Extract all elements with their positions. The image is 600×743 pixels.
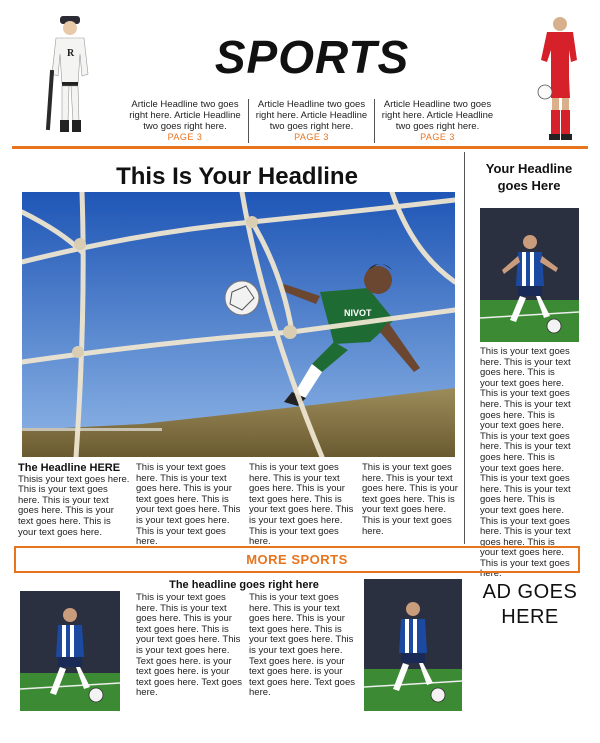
sidebar-photo [480,208,579,342]
teaser-page-link[interactable]: PAGE 3 [420,132,455,142]
teaser-item[interactable] [122,99,248,143]
masthead-title: SPORTS [214,31,410,83]
teaser-page-link[interactable]: PAGE 3 [294,132,329,142]
main-sub-headline: The Headline HERE [18,462,121,474]
teaser-row [122,99,502,143]
bottom-right-photo [364,579,462,711]
header-divider [12,146,588,149]
teaser-text: Article Headline two goes right here. Article Headline two goes right here. [381,99,494,132]
bottom-headline: The headline goes right here [169,579,319,591]
svg-text:R: R [67,48,75,59]
teaser-item[interactable] [374,99,500,143]
main-headline: This Is Your Headline [116,163,358,190]
bottom-left-photo [20,591,120,711]
teaser-text: Article Headline two goes right here. Article Headline two goes right here. [255,99,368,132]
sidebar-headline: Your Headline goes Here [485,161,573,193]
teaser-item[interactable] [248,99,374,143]
main-column-2: This is your text goes here. This is your text goes here. This is your text goes here. This is your text goes here. This is your text goes here. This is your text goes here. [136,462,241,548]
main-column-1 [18,463,130,538]
sidebar-text: This is your text goes here. This is your text goes here. This is your text goes here. This is your text goes here. This is your text goes here. This is your text goes here. This is your text goes here. This is your text goes here. This is your text goes here. This is your text goes here. This is your text goes here. This is your text goes here. This is your text goes here. This is your text goes here. This is your text goes here. This is your text goes here. [480,346,571,580]
svg-text:NIVOT: NIVOT [344,308,372,318]
main-column-4: This is your text goes here. This is your text goes here. This is your text goes here. This is your text goes here. This is your text goes here. [362,462,458,537]
soccer-player-icon [527,14,587,146]
bottom-column-2: This is your text goes here. This is your text goes here. This is your text goes here. This is your text goes here. This is your text goes here. Text goes here. is your text goes here. is your text goes here. Text goes here. [249,592,355,699]
main-column-1-text: Thisis your text goes here. This is your text goes here. This is your text goes here. This is your text goes here. This is your text goes here. [18,473,130,538]
teaser-text: Article Headline two goes right here. Article Headline two goes right here. [129,99,241,132]
ad-placeholder[interactable]: AD GOES HERE [482,581,578,628]
baseball-player-icon [42,14,98,136]
bottom-column-1: This is your text goes here. This is your text goes here. This is your text goes here. This is your text goes here. This is your text goes here. Text goes here. is your text goes here. is your text goes here. Text goes here. [136,592,242,699]
main-column-3: This is your text goes here. This is your text goes here. This is your text goes here. This is your text goes here. This is your text goes here. This is your text goes here. [249,462,354,548]
hero-photo [22,192,455,457]
teaser-page-link[interactable]: PAGE 3 [167,132,203,142]
column-divider [464,152,465,544]
more-sports-bar[interactable]: MORE SPORTS [14,546,580,573]
